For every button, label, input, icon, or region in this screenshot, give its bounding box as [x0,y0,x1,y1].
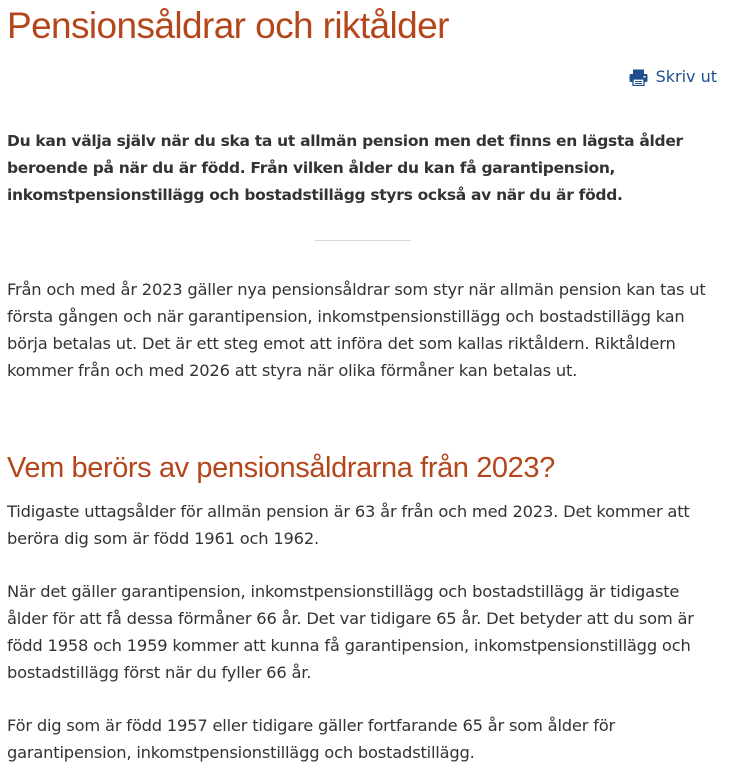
page-title: Pensionsåldrar och riktålder [7,5,449,46]
print-button[interactable] [629,66,717,88]
section-paragraph: När det gäller garantipension, inkomstpensionstillägg och bostadstillägg är tidigaste ålder för att få dessa förmåner 66 år. Det var tidigare 65 år. Det betyder att du som är född 1958 och 1959 kommer att kunna få garantipension, inkomstpensionstillägg och bostadstillägg först när du fyller 66 år. [7,582,694,682]
intro-text: Du kan välja själv när du ska ta ut allmän pension men det finns en lägsta ålder beroende på när du är född. Från vilken ålder du kan få garantipension, inkomstpensionstillägg och bostadstillägg styrs också av när du är född. [7,132,683,204]
print-label: Skriv ut [655,67,717,86]
section-paragraph: Tidigaste uttagsålder för allmän pension är 63 år från och med 2023. Det kommer att beröra dig som är född 1961 och 1962. [7,502,690,548]
divider [315,240,411,241]
section-heading: Vem berörs av pensionsåldrarna från 2023? [7,452,555,484]
section-paragraph: För dig som är född 1957 eller tidigare gäller fortfarande 65 år som ålder för garantipension, inkomstpensionstillägg och bostadstillägg. [7,716,615,762]
body-paragraph: Från och med år 2023 gäller nya pensionsåldrar som styr när allmän pension kan tas ut första gången och när garantipension, inkomstpensionstillägg och bostadstillägg kan börja betalas ut. Det är ett steg emot att införa det som kallas riktåldern. Riktåldern kommer från och med 2026 att styra när olika förmåner kan betalas ut. [7,280,706,380]
printer-icon [629,69,648,86]
